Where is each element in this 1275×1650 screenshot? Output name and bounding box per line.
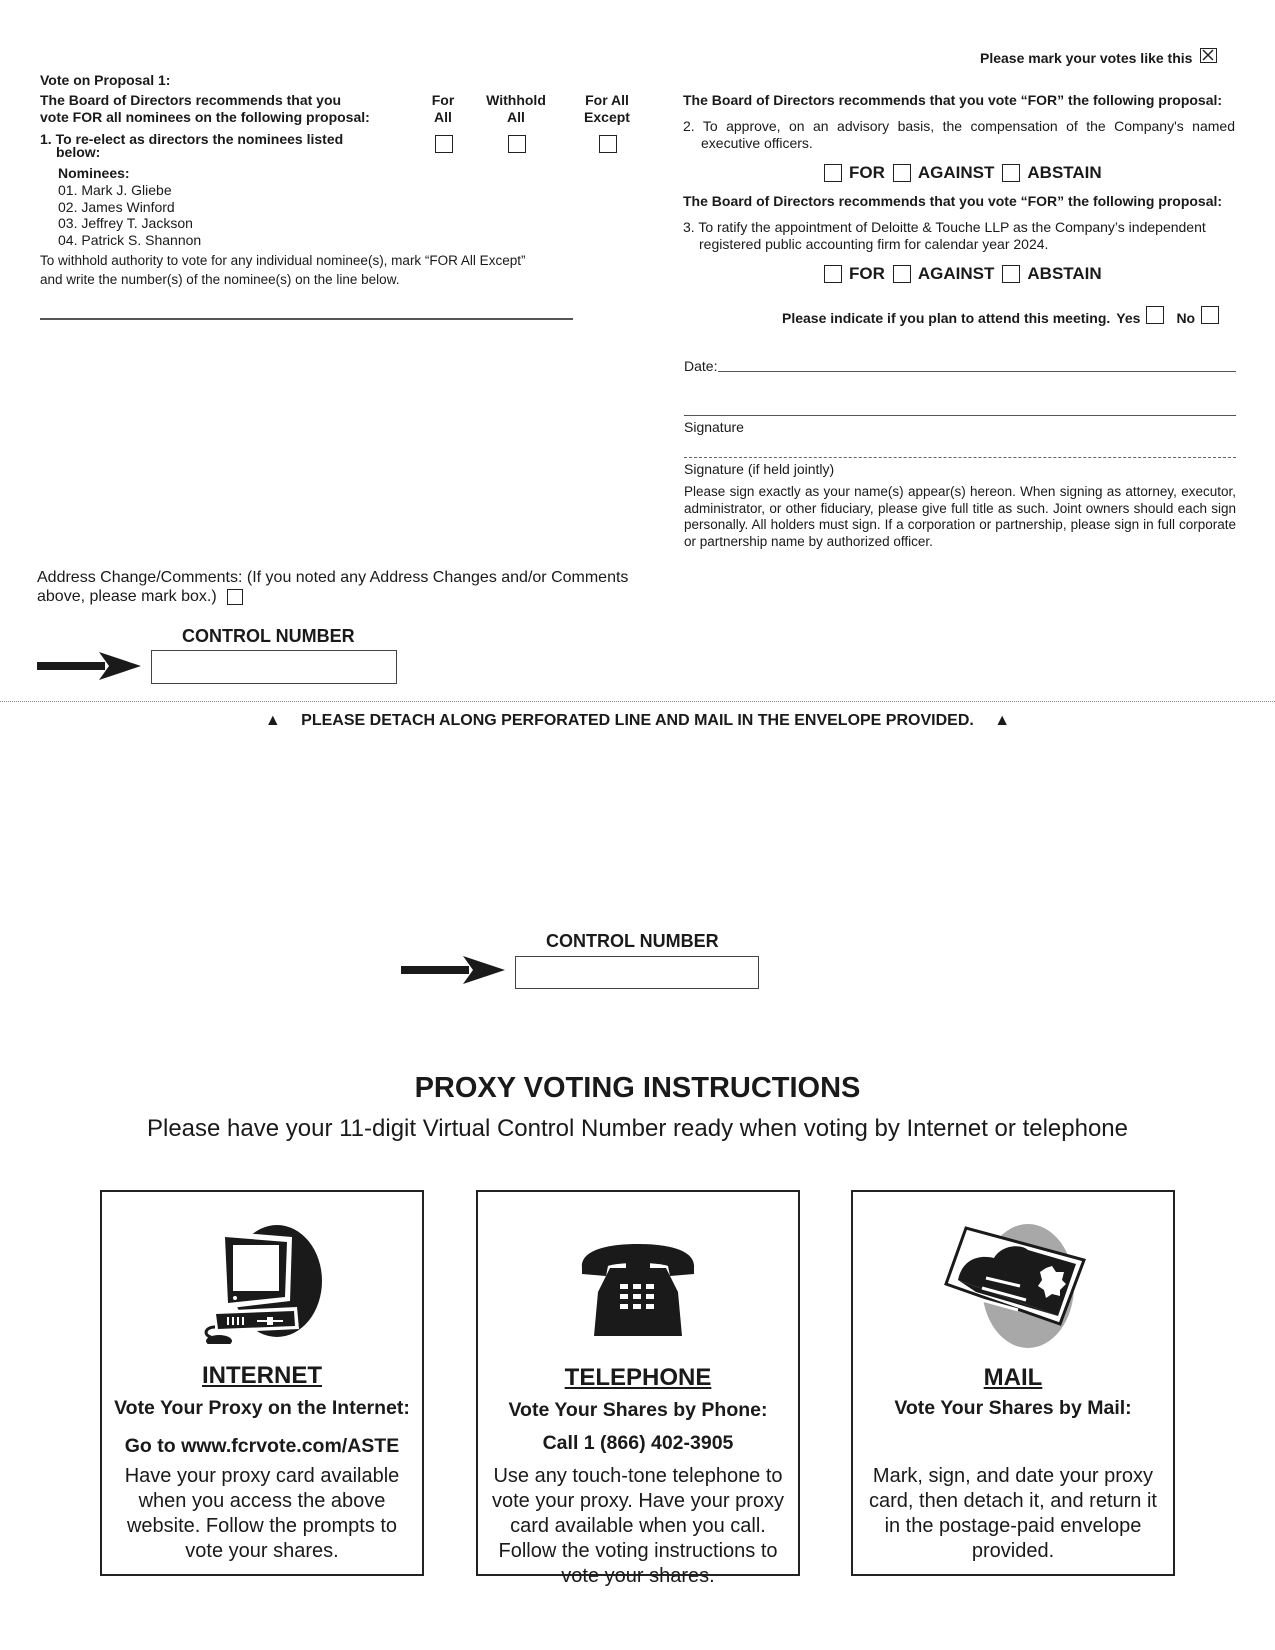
checkbox-for-all[interactable] [435,135,453,153]
method-body: Use any touch-tone telephone to vote your proxy. Have your proxy card available when you call. Follow the voting instructions to vote your shares. [492,1465,784,1587]
method-subtitle: Vote Your Shares by Phone: [508,1399,768,1421]
method-body: Have your proxy card available when you access the above website. Follow the prompts to vote your shares. [124,1465,400,1562]
proposal-2-text [683,118,1235,151]
column-header-line: For [431,92,455,108]
method-telephone [476,1190,800,1587]
marked-checkbox-example-icon [1200,48,1217,63]
method-body: Mark, sign, and date your proxy card, then detach it, and return it in the postage-paid envelope provided. [869,1465,1157,1562]
telephone-icon [578,1242,698,1338]
detach-text: PLEASE DETACH ALONG PERFORATED LINE AND MAIL IN THE ENVELOPE PROVIDED. [301,712,974,729]
detach-instruction [0,712,1275,730]
control-number-label: CONTROL NUMBER [182,626,355,646]
nominee-item: 02. James Winford [58,198,175,215]
joint-signature-label: Signature (if held jointly) [684,461,835,477]
arrow-right-icon [37,651,141,681]
vote-mark-legend [980,50,1217,66]
method-subtitle: Vote Your Proxy on the Internet: [114,1397,410,1419]
withhold-instructions-line2: and write the number(s) of the nominee(s) on the line below. [40,272,400,287]
column-header-line: Except [584,109,630,125]
joint-signature-field-line[interactable] [684,457,1236,458]
triangle-up-icon: ▲ [994,712,1011,729]
withhold-instructions-line1: To withhold authority to vote for any individual nominee(s), mark “FOR All Except” [40,253,526,268]
option-label: FOR [849,163,885,182]
attendance-question: Please indicate if you plan to attend this meeting. [782,310,1111,326]
computer-icon [197,1219,327,1344]
arrow-right-icon [401,955,505,985]
column-header-line: For All [585,92,629,108]
column-header-line: All [507,109,525,125]
column-header-withhold-all [471,92,561,126]
proposal-3-text [683,219,1235,252]
nominee-item: 03. Jeffrey T. Jackson [58,215,193,231]
proposal-3-option-for[interactable] [824,264,885,284]
method-action-phone[interactable]: Call 1 (866) 402-3905 [542,1432,734,1454]
column-header-line: Withhold [486,92,546,108]
method-internet [100,1190,424,1576]
proposal-1-item-line1: 1. To re-elect as directors the nominees listed [40,131,344,147]
method-title: INTERNET [202,1362,322,1389]
control-number-box[interactable] [151,650,397,684]
checkbox-proposal-2-abstain[interactable] [1002,164,1020,182]
checkbox-proposal-3-against[interactable] [893,265,911,283]
column-header-line: All [434,109,452,125]
proposal-1-recommendation-line2: vote FOR all nominees on the following proposal: [40,109,370,125]
proposal-1-recommendation-line1: The Board of Directors recommends that you [40,92,342,108]
perforated-line [0,701,1275,702]
address-change-line2: above, please mark box.) [37,588,217,605]
checkbox-proposal-3-abstain[interactable] [1002,265,1020,283]
instructions-subtitle: Please have your 11-digit Virtual Control Number ready when voting by Internet or telephone [146,1115,1128,1142]
proposal-2-option-against[interactable] [893,163,995,183]
checkbox-attend-no[interactable] [1201,306,1219,324]
proposal-3-option-against[interactable] [893,264,995,284]
signature-label: Signature [684,419,744,435]
address-change-line2-row [37,587,628,606]
nominees-label: Nominees: [58,165,130,181]
proposal-2-text-line2: executive officers. [701,134,813,151]
option-label: AGAINST [917,264,995,283]
checkbox-proposal-2-for[interactable] [824,164,842,182]
legend-text: Please mark your votes like this [980,50,1193,66]
nominee-item: 04. Patrick S. Shannon [58,231,202,248]
proposal-3-recommendation: The Board of Directors recommends that you vote “FOR” the following proposal: [683,193,1223,209]
control-number-2-label: CONTROL NUMBER [546,931,719,951]
proposal-2-text-line1: 2. To approve, on an advisory basis, the compensation of the Company's named [683,118,1235,134]
proposal-2-option-abstain[interactable] [1002,163,1101,183]
checkbox-withhold-all[interactable] [508,135,526,153]
proposal-3-text-line1: 3. To ratify the appointment of Deloitte & Touche LLP as the Company’s independent [683,219,1206,235]
method-action-link[interactable]: Go to www.fcrvote.com/ASTE [124,1435,400,1457]
nominees-list [58,182,201,248]
proposal-2-option-for[interactable] [824,163,885,183]
checkbox-proposal-2-against[interactable] [893,164,911,182]
proposal-1-heading: Vote on Proposal 1: [40,72,171,88]
option-label: AGAINST [917,163,995,182]
address-change-line1: Address Change/Comments: (If you noted any Address Changes and/or Comments [37,569,629,586]
date-label: Date: [684,358,718,374]
attendance-question-row [782,306,1219,326]
proposal-3-option-abstain[interactable] [1002,264,1101,284]
option-label: FOR [849,264,885,283]
triangle-up-icon: ▲ [264,712,281,729]
signing-instructions: Please sign exactly as your name(s) appear(s) hereon. When signing as attorney, executor, administrator, or other fiduciary, please give full title as such. Joint owners should each sign personally. All holders must sign. If a corporation or partnership, please sign in full corporate or partnership name by authorized officer. [684,484,1236,549]
option-label: ABSTAIN [1027,264,1102,283]
method-mail [851,1190,1175,1576]
control-number-2-box[interactable] [515,956,759,989]
withhold-nominee-write-in-line[interactable] [40,318,573,320]
option-label: ABSTAIN [1027,163,1102,182]
attendance-no-label: No [1176,310,1196,326]
mail-envelope-icon [938,1220,1088,1350]
address-change-section [37,568,628,606]
proposal-3-vote-options [824,264,1104,284]
checkbox-proposal-3-for[interactable] [824,265,842,283]
method-title: MAIL [983,1364,1043,1391]
proposal-1-item-line2: below: [56,144,101,160]
proposal-2-recommendation: The Board of Directors recommends that you vote “FOR” the following proposal: [683,92,1223,108]
nominee-item: 01. Mark J. Gliebe [58,182,172,198]
attendance-yes-label: Yes [1116,310,1141,326]
checkbox-for-all-except[interactable] [599,135,617,153]
date-field-line[interactable] [718,371,1236,372]
method-title: TELEPHONE [564,1364,712,1391]
signature-field-line[interactable] [684,415,1236,416]
proposal-2-vote-options [824,163,1104,183]
checkbox-address-change[interactable] [227,589,243,605]
column-header-for-all-except [562,92,652,126]
checkbox-attend-yes[interactable] [1146,306,1164,324]
instructions-title: PROXY VOTING INSTRUCTIONS [414,1072,861,1104]
method-subtitle: Vote Your Shares by Mail: [894,1397,1132,1419]
proposal-3-text-line2: registered public accounting firm for calendar year 2024. [699,235,1049,252]
